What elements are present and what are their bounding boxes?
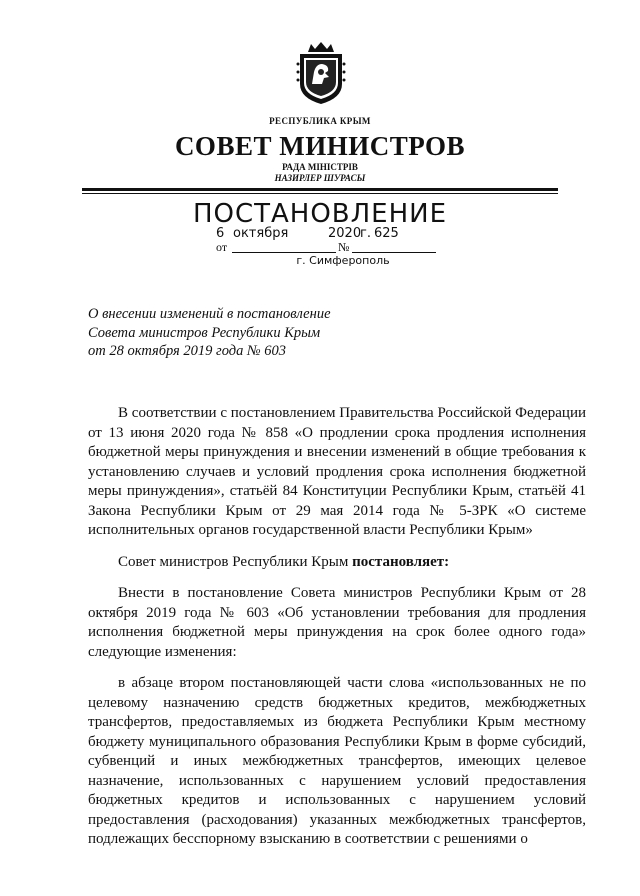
subject-line: О внесении изменений в постановление	[88, 306, 331, 322]
council-title-ukrainian: РАДА МІНІСТРІВ	[282, 162, 358, 172]
city-label: г. Симферополь	[296, 254, 390, 267]
date-from-label: от	[216, 240, 228, 254]
number-label: №	[338, 240, 350, 254]
republic-name: РЕСПУБЛИКА КРЫМ	[269, 116, 371, 126]
resolves-keyword: постановляет:	[352, 553, 450, 570]
date-day: 6	[216, 226, 225, 241]
subject-line: Совета министров Республики Крым	[88, 324, 321, 341]
number-underline	[352, 252, 436, 253]
body-paragraph-resolves	[88, 553, 586, 573]
date-year-suffix: г.	[360, 226, 371, 241]
coat-of-arms-icon	[296, 40, 346, 106]
document-number: 625	[374, 226, 399, 241]
document-body	[88, 404, 586, 850]
body-paragraph-change-1: в абзаце втором постановляющей части слова «использованных не по целевому назначению средств бюджетных кредитов, межбюджетных трансфертов, предоставляемых из бюджета Республики Крым местному бюджету муниципального образования Республики Крым в форме субсидий, субвенций и иных межбюджетных трансфертов, имеющих целевое назначение, использованных с нарушением условий предоставления бюджетных кредитов и использованных с нарушением условий предоставления (расходования) указанных межбюджетных трансфертов, подлежащих бесспорному взысканию в соответствии с решениями о	[88, 675, 586, 847]
body-paragraph-preamble: В соответствии с постановлением Правительства Российской Федерации от 13 июня 2020 года № 858 «О продлении срока продления исполнения бюджетной меры принуждения и внесении изменений в общие требования к установлению случаев и условий продления срока исполнения бюджетной меры принуждения», статьёй 84 Конституции Республики Крым, статьёй 41 Закона Республики Крым от 29 мая 2014 года № 5-ЗРК «О системе исполнительных органов государственной власти Республики Крым»	[88, 405, 586, 538]
subject-line: от 28 октября 2019 года № 603	[88, 343, 287, 359]
council-title-crimean-tatar: НАЗИРЛЕР ШУРАСЫ	[274, 173, 366, 183]
resolves-lead-text: Совет министров Республики Крым	[118, 553, 353, 570]
header-rule-thin	[82, 193, 558, 194]
document-subject	[88, 305, 408, 361]
date-month: октября	[233, 226, 289, 241]
body-paragraph-amend: Внести в постановление Совета министров Республики Крым от 28 октября 2019 года № 603 «Об установлении требования для продления исполнения бюджетной меры принуждения на срок более одного года» следующие изменения:	[88, 585, 586, 660]
document-type-title: ПОСТАНОВЛЕНИЕ	[192, 199, 448, 229]
header-rule-thick	[82, 188, 558, 191]
date-underline	[232, 252, 336, 253]
date-year: 2020	[328, 226, 362, 241]
council-title: СОВЕТ МИНИСТРОВ	[174, 131, 466, 161]
